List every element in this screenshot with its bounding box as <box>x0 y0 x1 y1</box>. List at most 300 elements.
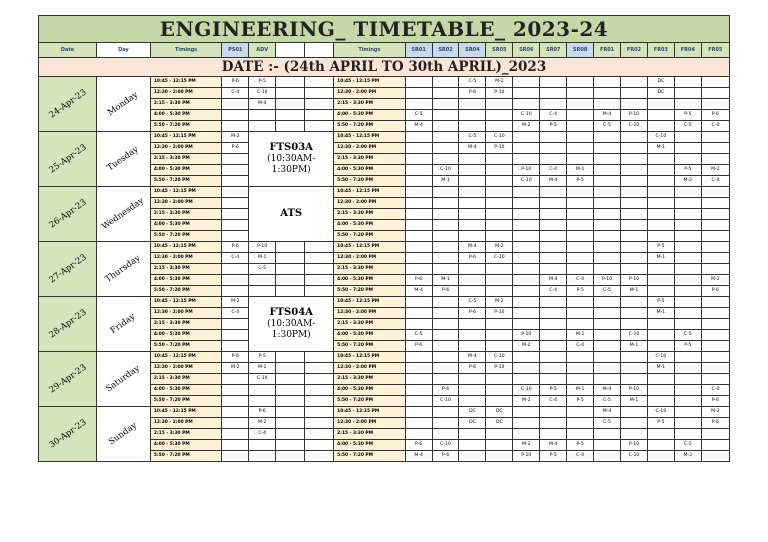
room-cell: C-4 <box>701 385 729 396</box>
room-cell: DC <box>459 418 486 429</box>
room-cell <box>405 220 432 231</box>
room-cell <box>674 429 701 440</box>
time-slot: 12:30 - 2:00 PM <box>334 88 405 99</box>
room-cell <box>567 154 594 165</box>
room-cell <box>567 297 594 308</box>
time-slot: 12:30 - 2:00 PM <box>334 363 405 374</box>
room-cell <box>486 231 513 242</box>
time-slot: 2:15 - 3:30 PM <box>150 99 221 110</box>
blank-cell <box>305 77 334 88</box>
room-cell <box>540 154 567 165</box>
room-cell <box>701 374 729 385</box>
header-blank <box>276 43 305 58</box>
room-cell: C-5 <box>594 286 621 297</box>
ps01-cell <box>222 231 249 242</box>
time-slot: 4:00 - 5:30 PM <box>334 110 405 121</box>
ps01-cell <box>222 209 249 220</box>
time-slot: 10:45 - 12:15 PM <box>334 352 405 363</box>
room-cell: M-4 <box>540 440 567 451</box>
room-cell <box>674 242 701 253</box>
room-cell <box>647 440 674 451</box>
room-cell <box>647 209 674 220</box>
room-cell <box>459 209 486 220</box>
room-cell: C-4 <box>701 121 729 132</box>
room-cell: P-6 <box>459 363 486 374</box>
time-slot: 4:00 - 5:30 PM <box>150 275 221 286</box>
room-cell <box>567 418 594 429</box>
room-cell <box>674 319 701 330</box>
room-cell: M-2 <box>486 297 513 308</box>
room-cell <box>701 451 729 462</box>
date-range-banner: DATE :- (24th APRIL TO 30th APRIL)_2023 <box>39 58 730 77</box>
room-cell: P-5 <box>674 341 701 352</box>
room-cell <box>459 429 486 440</box>
time-slot: 5:50 - 7:20 PM <box>150 176 221 187</box>
ps01-cell: P-6 <box>222 242 249 253</box>
room-cell <box>405 396 432 407</box>
adv-cell: P-6 <box>249 407 276 418</box>
time-slot: 12:30 - 2:00 PM <box>150 253 221 264</box>
room-cell: C-5 <box>674 330 701 341</box>
room-cell <box>621 165 648 176</box>
room-cell <box>540 99 567 110</box>
room-cell <box>432 253 459 264</box>
room-cell <box>459 440 486 451</box>
blank-cell <box>305 418 334 429</box>
room-cell <box>594 88 621 99</box>
header-sr02: SR02 <box>432 43 459 58</box>
date-cell <box>39 407 97 462</box>
room-cell <box>540 429 567 440</box>
room-cell <box>432 143 459 154</box>
time-slot: 2:15 - 3:30 PM <box>334 319 405 330</box>
room-cell: C-4 <box>567 341 594 352</box>
room-cell <box>486 165 513 176</box>
room-cell <box>567 220 594 231</box>
room-cell <box>540 242 567 253</box>
room-cell <box>594 451 621 462</box>
room-cell: P-6 <box>459 88 486 99</box>
room-cell <box>594 429 621 440</box>
room-cell <box>674 187 701 198</box>
day-label: Thursday <box>104 253 143 285</box>
header-sr01: SR01 <box>405 43 432 58</box>
room-cell <box>674 77 701 88</box>
header-blank <box>305 43 334 58</box>
blank-cell <box>276 264 305 275</box>
room-cell: P-5 <box>674 110 701 121</box>
ps01-cell <box>222 374 249 385</box>
blank-cell <box>305 99 334 110</box>
room-cell <box>540 308 567 319</box>
header-fr02: FR02 <box>621 43 648 58</box>
room-cell: P-10 <box>486 363 513 374</box>
room-cell <box>567 132 594 143</box>
blank-cell <box>305 374 334 385</box>
session-block <box>249 187 334 242</box>
room-cell: C-10 <box>621 330 648 341</box>
room-cell <box>405 429 432 440</box>
room-cell <box>594 330 621 341</box>
room-cell <box>647 110 674 121</box>
ps01-cell <box>222 451 249 462</box>
room-cell: P-6 <box>405 341 432 352</box>
room-cell <box>432 374 459 385</box>
header-adv: ADV <box>249 43 276 58</box>
room-cell <box>405 132 432 143</box>
room-cell <box>486 429 513 440</box>
room-cell <box>513 77 540 88</box>
room-cell: DC <box>486 407 513 418</box>
room-cell <box>513 209 540 220</box>
room-cell <box>674 363 701 374</box>
room-cell <box>459 176 486 187</box>
time-slot: 2:15 - 3:30 PM <box>150 374 221 385</box>
room-cell <box>674 220 701 231</box>
room-cell <box>540 253 567 264</box>
room-cell <box>647 374 674 385</box>
time-slot: 10:45 - 12:15 PM <box>150 187 221 198</box>
adv-cell: M-4 <box>249 99 276 110</box>
room-cell <box>513 264 540 275</box>
blank-cell <box>276 363 305 374</box>
room-cell <box>540 341 567 352</box>
room-cell: P-5 <box>647 242 674 253</box>
adv-cell: M-1 <box>249 363 276 374</box>
time-slot: 5:50 - 7:20 PM <box>334 451 405 462</box>
room-cell: P-6 <box>405 275 432 286</box>
room-cell: C-10 <box>647 132 674 143</box>
blank-cell <box>276 99 305 110</box>
date-label: 24-Apr-23 <box>47 87 88 121</box>
room-cell <box>459 264 486 275</box>
room-cell <box>405 209 432 220</box>
room-cell <box>486 209 513 220</box>
time-slot: 5:50 - 7:20 PM <box>334 396 405 407</box>
ps01-cell <box>222 385 249 396</box>
room-cell: M-2 <box>513 440 540 451</box>
time-slot: 10:45 - 12:15 PM <box>334 77 405 88</box>
room-cell: P-5 <box>567 176 594 187</box>
room-cell: M-4 <box>405 121 432 132</box>
room-cell <box>513 297 540 308</box>
room-cell <box>674 143 701 154</box>
room-cell: P-5 <box>647 297 674 308</box>
room-cell <box>647 319 674 330</box>
day-label: Wednesday <box>100 195 147 233</box>
time-slot: 4:00 - 5:30 PM <box>150 385 221 396</box>
day-cell <box>97 297 151 352</box>
header-fr05: FR05 <box>701 43 729 58</box>
room-cell <box>405 308 432 319</box>
room-cell <box>647 198 674 209</box>
ps01-cell <box>222 198 249 209</box>
blank-cell <box>276 275 305 286</box>
time-slot: 5:50 - 7:20 PM <box>150 341 221 352</box>
room-cell <box>647 286 674 297</box>
page-title: ENGINEERING_ TIMETABLE_ 2023-24 <box>39 16 730 43</box>
time-slot: 5:50 - 7:20 PM <box>334 286 405 297</box>
room-cell <box>594 308 621 319</box>
time-slot: 2:15 - 3:30 PM <box>150 319 221 330</box>
room-cell: M-1 <box>621 396 648 407</box>
time-slot: 4:00 - 5:30 PM <box>150 220 221 231</box>
room-cell <box>540 407 567 418</box>
adv-cell: P-10 <box>249 242 276 253</box>
room-cell <box>621 319 648 330</box>
time-slot: 10:45 - 12:15 PM <box>334 187 405 198</box>
adv-cell <box>249 451 276 462</box>
time-slot: 10:45 - 12:15 PM <box>334 407 405 418</box>
room-cell: M-4 <box>594 385 621 396</box>
room-cell <box>486 374 513 385</box>
adv-cell: M-1 <box>249 253 276 264</box>
adv-cell: C-10 <box>249 374 276 385</box>
room-cell <box>459 451 486 462</box>
room-cell <box>594 374 621 385</box>
room-cell <box>405 88 432 99</box>
room-cell: C-10 <box>513 110 540 121</box>
room-cell: C-4 <box>567 451 594 462</box>
room-cell <box>540 209 567 220</box>
room-cell <box>405 264 432 275</box>
room-cell <box>432 418 459 429</box>
room-cell: P-10 <box>594 275 621 286</box>
room-cell <box>701 363 729 374</box>
room-cell <box>594 77 621 88</box>
room-cell: P-6 <box>701 418 729 429</box>
room-cell: P-10 <box>486 143 513 154</box>
room-cell <box>701 352 729 363</box>
room-cell <box>540 231 567 242</box>
room-cell <box>567 231 594 242</box>
room-cell <box>701 209 729 220</box>
room-cell: C-10 <box>621 451 648 462</box>
room-cell <box>621 407 648 418</box>
blank-cell <box>305 385 334 396</box>
time-slot: 5:50 - 7:20 PM <box>150 231 221 242</box>
blank-cell <box>276 418 305 429</box>
room-cell <box>621 154 648 165</box>
room-cell <box>513 143 540 154</box>
time-slot: 5:50 - 7:20 PM <box>334 176 405 187</box>
time-slot: 2:15 - 3:30 PM <box>150 429 221 440</box>
ps01-cell: P-6 <box>222 352 249 363</box>
day-cell <box>97 132 151 187</box>
time-slot: 10:45 - 12:15 PM <box>334 132 405 143</box>
room-cell <box>513 231 540 242</box>
room-cell <box>432 187 459 198</box>
room-cell: M-1 <box>647 253 674 264</box>
ps01-cell: C-4 <box>222 88 249 99</box>
time-slot: 12:30 - 2:00 PM <box>150 88 221 99</box>
room-cell <box>540 77 567 88</box>
room-cell <box>540 352 567 363</box>
time-slot: 5:50 - 7:20 PM <box>334 231 405 242</box>
room-cell: M-2 <box>513 396 540 407</box>
room-cell <box>567 319 594 330</box>
room-cell <box>647 220 674 231</box>
time-slot: 10:45 - 12:15 PM <box>334 297 405 308</box>
ps01-cell <box>222 429 249 440</box>
adv-cell <box>249 110 276 121</box>
room-cell <box>567 77 594 88</box>
date-cell <box>39 187 97 242</box>
adv-cell: C-5 <box>249 264 276 275</box>
room-cell <box>567 198 594 209</box>
room-cell <box>459 330 486 341</box>
header-sr05: SR05 <box>486 43 513 58</box>
room-cell <box>674 385 701 396</box>
room-cell <box>674 275 701 286</box>
blank-cell <box>276 110 305 121</box>
room-cell <box>540 132 567 143</box>
room-cell <box>621 176 648 187</box>
time-slot: 12:30 - 2:00 PM <box>334 308 405 319</box>
time-slot: 2:15 - 3:30 PM <box>334 374 405 385</box>
session-time: (10:30AM-1:30PM) <box>267 319 316 340</box>
room-cell <box>647 121 674 132</box>
room-cell <box>513 99 540 110</box>
room-cell: DC <box>647 88 674 99</box>
room-cell: M-4 <box>459 143 486 154</box>
room-cell: M-1 <box>621 286 648 297</box>
room-cell <box>513 319 540 330</box>
room-cell <box>540 418 567 429</box>
room-cell <box>405 77 432 88</box>
room-cell <box>674 352 701 363</box>
room-cell <box>701 319 729 330</box>
room-cell: M-1 <box>567 385 594 396</box>
room-cell <box>432 132 459 143</box>
room-cell: M-4 <box>594 407 621 418</box>
room-cell: M-1 <box>621 341 648 352</box>
room-cell <box>513 407 540 418</box>
room-cell <box>701 440 729 451</box>
time-slot: 12:30 - 2:00 PM <box>150 308 221 319</box>
date-cell <box>39 242 97 297</box>
adv-cell <box>249 275 276 286</box>
blank-cell <box>276 385 305 396</box>
room-cell: C-10 <box>647 407 674 418</box>
room-cell <box>405 154 432 165</box>
blank-cell <box>305 396 334 407</box>
room-cell <box>674 99 701 110</box>
ps01-cell <box>222 275 249 286</box>
room-cell: P-5 <box>567 440 594 451</box>
room-cell <box>701 330 729 341</box>
room-cell <box>621 99 648 110</box>
room-cell <box>647 154 674 165</box>
room-cell <box>594 165 621 176</box>
room-cell <box>459 198 486 209</box>
room-cell <box>459 396 486 407</box>
room-cell <box>459 374 486 385</box>
room-cell <box>647 231 674 242</box>
time-slot: 4:00 - 5:30 PM <box>150 330 221 341</box>
room-cell <box>594 187 621 198</box>
room-cell: DC <box>459 407 486 418</box>
room-cell <box>701 308 729 319</box>
room-cell <box>674 407 701 418</box>
schedule-row <box>39 242 730 253</box>
adv-cell <box>249 286 276 297</box>
room-cell: M-1 <box>567 165 594 176</box>
room-cell: M-1 <box>647 143 674 154</box>
room-cell: P-10 <box>513 330 540 341</box>
room-cell <box>432 341 459 352</box>
header-sr04: SR04 <box>459 43 486 58</box>
time-slot: 10:45 - 12:15 PM <box>150 352 221 363</box>
ps01-cell <box>222 187 249 198</box>
room-cell <box>432 352 459 363</box>
room-cell <box>486 99 513 110</box>
room-cell: M-2 <box>513 341 540 352</box>
room-cell <box>405 374 432 385</box>
room-cell <box>674 418 701 429</box>
session-name: FTS04A <box>269 307 313 318</box>
room-cell: M-2 <box>513 121 540 132</box>
time-slot: 4:00 - 5:30 PM <box>150 440 221 451</box>
ps01-cell <box>222 330 249 341</box>
room-cell <box>405 418 432 429</box>
room-cell: P-5 <box>567 286 594 297</box>
room-cell <box>513 242 540 253</box>
room-cell <box>432 308 459 319</box>
room-cell <box>594 209 621 220</box>
room-cell: P-6 <box>432 451 459 462</box>
room-cell: M-2 <box>674 176 701 187</box>
time-slot: 4:00 - 5:30 PM <box>334 275 405 286</box>
room-cell <box>674 88 701 99</box>
time-slot: 2:15 - 3:30 PM <box>150 154 221 165</box>
room-cell: M-4 <box>459 352 486 363</box>
room-cell <box>674 374 701 385</box>
day-label: Saturday <box>104 363 143 395</box>
room-cell <box>432 99 459 110</box>
blank-cell <box>305 407 334 418</box>
room-cell <box>621 187 648 198</box>
adv-cell <box>249 121 276 132</box>
adv-cell: C-4 <box>249 429 276 440</box>
header-day: Day <box>97 43 151 58</box>
room-cell: P-6 <box>701 110 729 121</box>
room-cell: P-5 <box>540 385 567 396</box>
room-cell: P-10 <box>621 440 648 451</box>
room-cell <box>513 132 540 143</box>
blank-cell <box>305 264 334 275</box>
time-slot: 12:30 - 2:00 PM <box>150 363 221 374</box>
room-cell <box>674 154 701 165</box>
room-cell <box>567 374 594 385</box>
time-slot: 12:30 - 2:00 PM <box>150 143 221 154</box>
header-sr06: SR06 <box>513 43 540 58</box>
room-cell: M-4 <box>459 242 486 253</box>
room-cell <box>567 407 594 418</box>
room-cell <box>647 264 674 275</box>
time-slot: 4:00 - 5:30 PM <box>150 165 221 176</box>
room-cell: C-5 <box>459 77 486 88</box>
time-slot: 5:50 - 7:20 PM <box>150 286 221 297</box>
time-slot: 12:30 - 2:00 PM <box>334 198 405 209</box>
room-cell: P-6 <box>405 440 432 451</box>
room-cell <box>594 319 621 330</box>
room-cell <box>647 330 674 341</box>
header-ps01: PS01 <box>222 43 249 58</box>
room-cell: C-4 <box>540 165 567 176</box>
room-cell <box>486 264 513 275</box>
blank-cell <box>305 121 334 132</box>
